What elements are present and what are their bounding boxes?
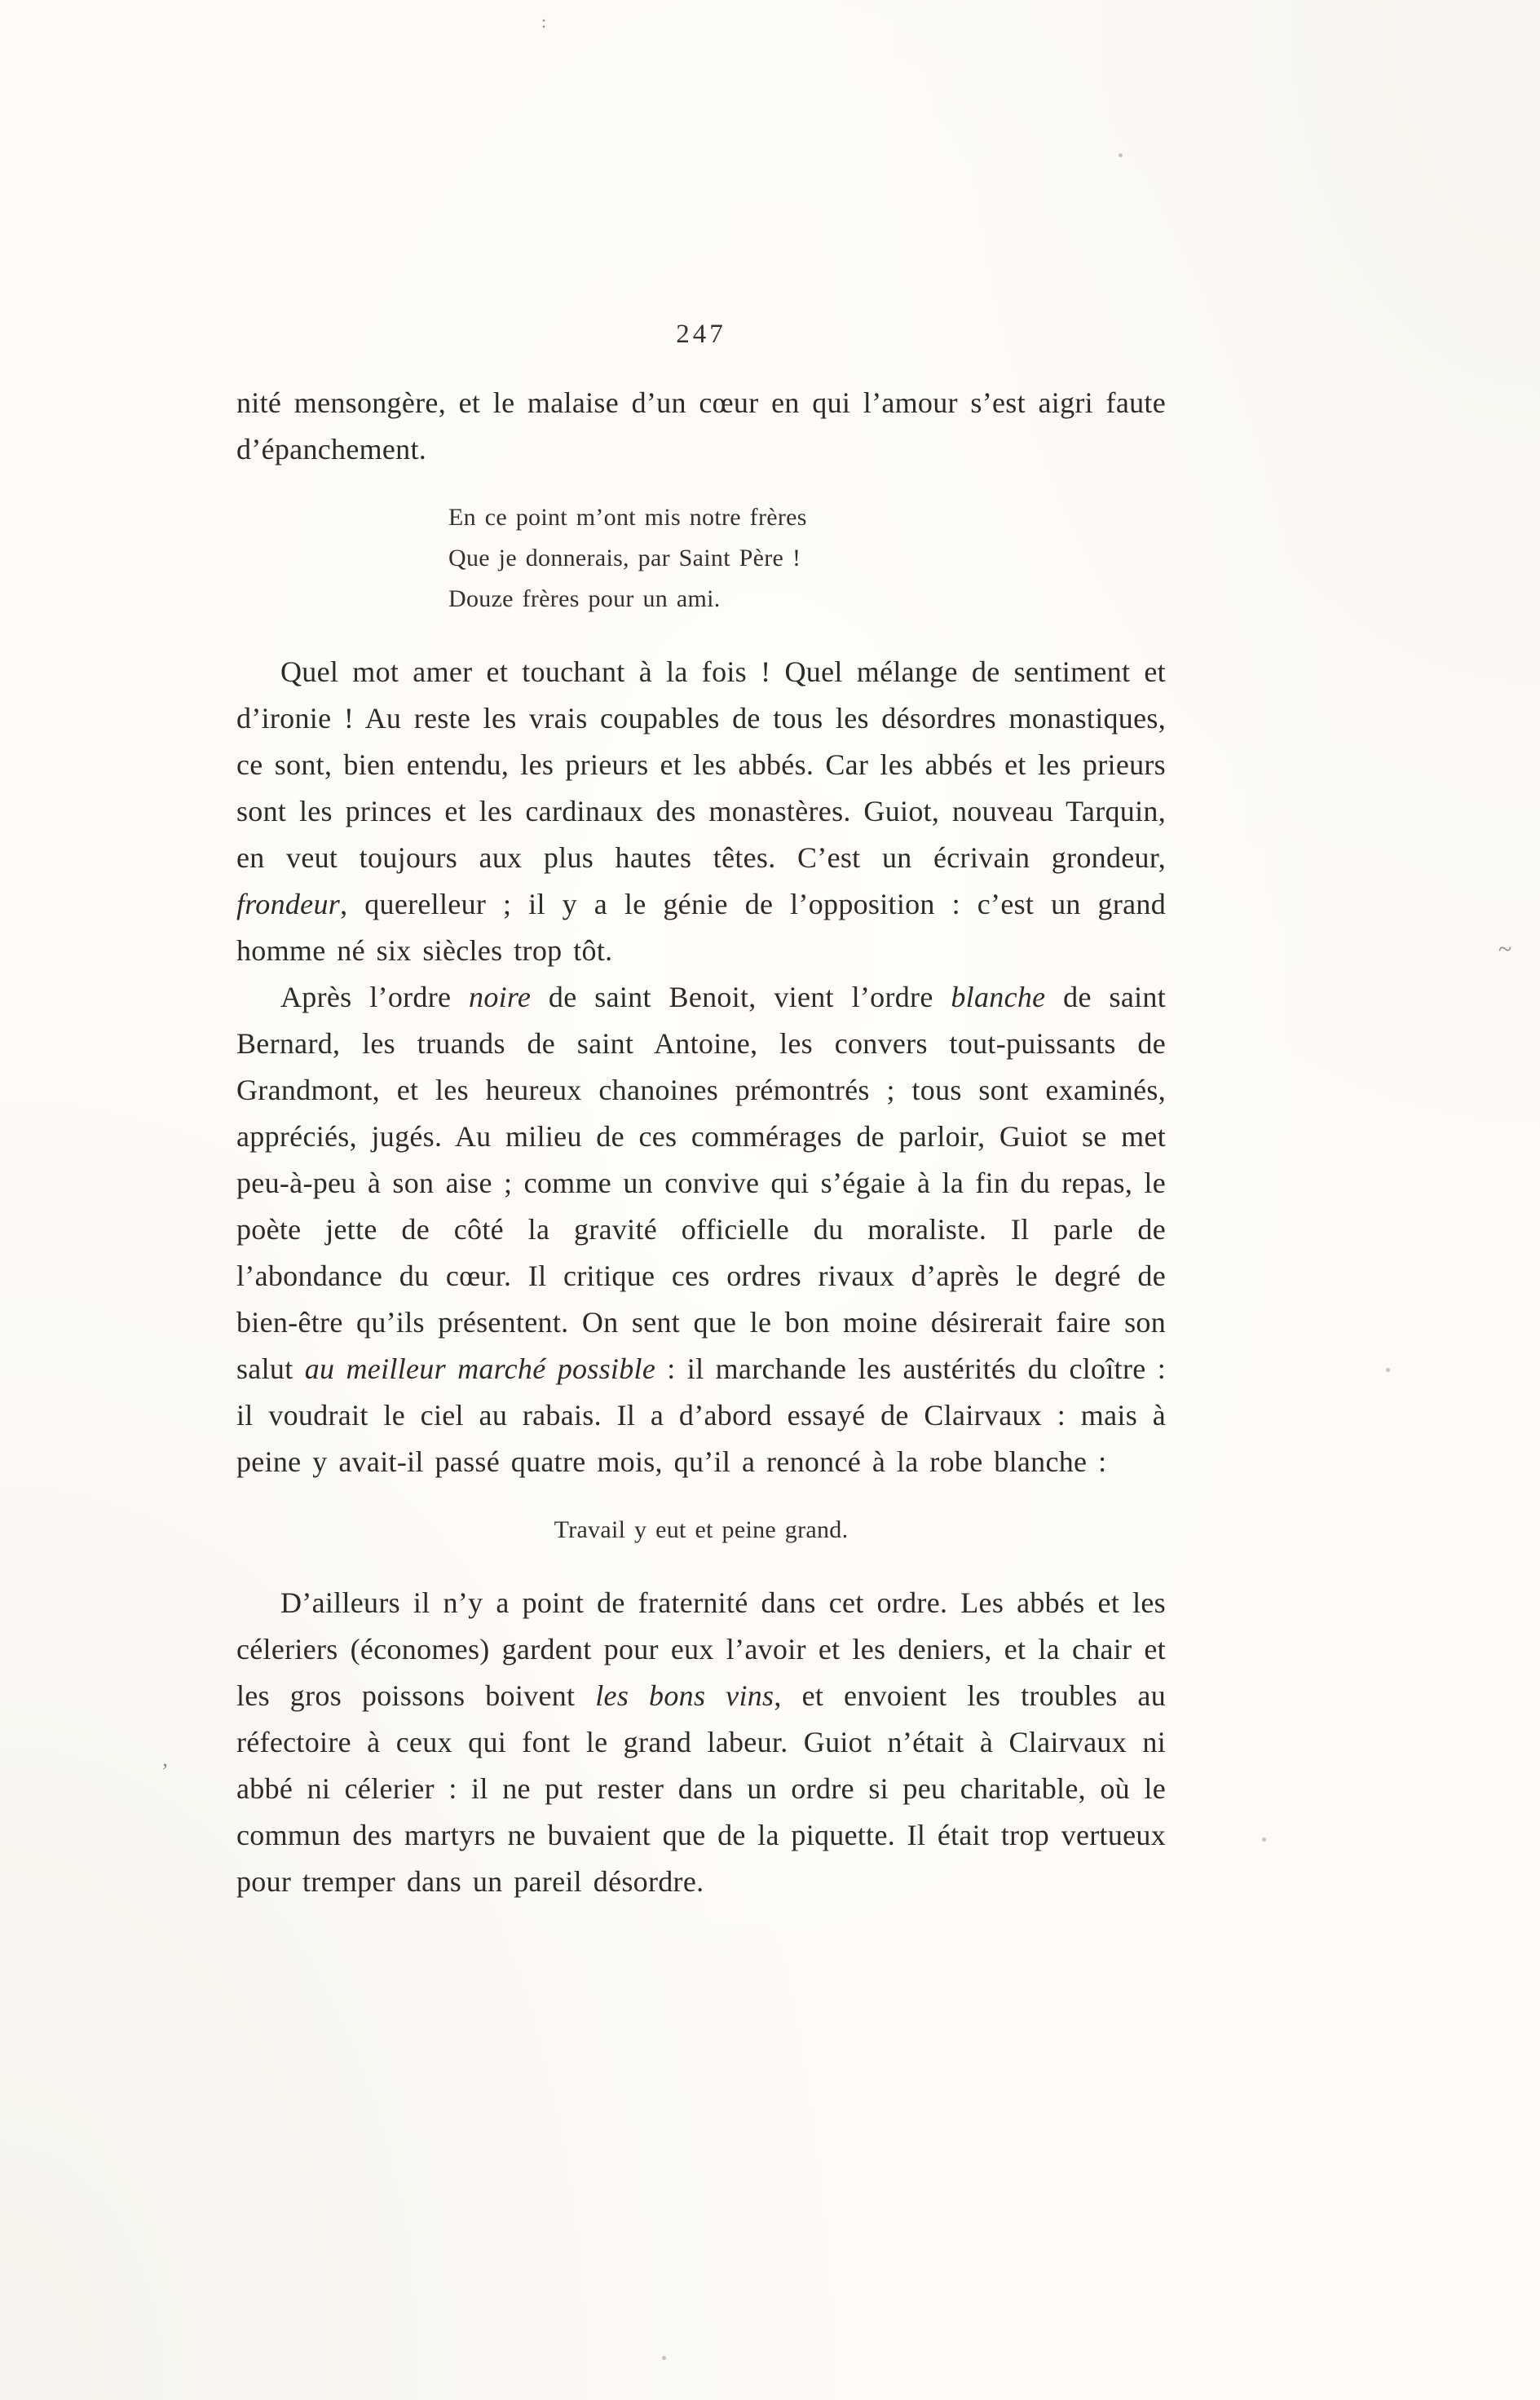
scan-speck [1119,153,1123,157]
italic-text: au meilleur marché possible [304,1352,656,1385]
text-segment: D’ailleurs il n’y a point de fraternité dans cet ordre. Les abbés et les céleriers (économes) gardent pour eux l’avoir et les deniers, et la chair et les gros poissons boivent [236,1586,1166,1712]
verse-line: Douze frères pour un ami. [448,585,721,612]
verse-line: Que je donnerais, par Saint Père ! [448,545,801,571]
italic-text: blanche [951,981,1046,1013]
paragraph-apres-l-ordre [236,974,1166,1485]
paragraph-d-ailleurs [236,1580,1166,1905]
page-number: 247 [676,320,726,349]
verse-quote-1 [448,497,1166,620]
text-block [236,380,1166,1905]
italic-text: noire [469,981,532,1013]
scan-speck [1262,1838,1266,1842]
verse-line: Travail y eut et peine grand. [554,1516,849,1543]
text-segment: Quel mot amer et touchant à la fois ! Quel mélange de sentiment et d’ironie ! Au reste les vrais coupables de tous les désordres monastiques, ce sont, bien entendu, les prieurs et les abbés. Car les abbés et les prieurs sont les princes et les cardinaux des monastères. Guiot, nouveau Tarquin, en veut toujours aux plus hautes têtes. C’est un écrivain grondeur, [236,655,1166,874]
text-segment: de saint Benoit, vient l’ordre [531,981,951,1013]
text-segment: nité mensongère, et le malaise d’un cœur en qui l’amour s’est aigri faute d’épanchement. [236,386,1166,465]
text-segment: , querelleur ; il y a le génie de l’opposition : c’est un grand homme né six siècles trop tôt. [236,888,1166,967]
scan-speck: : [541,11,547,32]
paragraph-quel-mot-amer [236,649,1166,974]
scan-speck: ~ [1498,936,1512,963]
text-segment: Après l’ordre [280,981,470,1013]
scan-speck: ’ [161,1759,169,1783]
italic-text: frondeur [236,888,341,920]
paragraph-continuation [236,380,1166,473]
text-segment: de saint Bernard, les truands de saint Antoine, les convers tout-puissants de Grandmont, et les heureux chanoines prémontrés ; tous sont examinés, appréciés, jugés. Au milieu de ces commérages de parloir, Guiot se met peu-à-peu à son aise ; comme un convive qui s’égaie à la fin du repas, le poète jette de côté la gravité officielle du moraliste. Il parle de l’abondance du cœur. Il critique ces ordres rivaux d’après le degré de bien-être qu’ils présentent. On sent que le bon moine désirerait faire son salut [236,981,1167,1385]
text-segment: , et envoient les troubles au réfectoire à ceux qui font le grand labeur. Guiot n’était à Clairvaux ni abbé ni célerier : il ne put rester dans un ordre si peu charitable, où le commun des martyrs ne buvaient que de la piquette. Il était trop vertueux pour tremper dans un pareil désordre. [236,1679,1166,1898]
verse-line: En ce point m’ont mis notre frères [448,504,807,531]
scan-speck [1386,1368,1390,1372]
text-segment: : il marchande les austérités du cloître : il voudrait le ciel au rabais. Il a d’abord essayé de Clairvaux : mais à peine y avait-il passé quatre mois, qu’il a renoncé à la robe blanche : [236,1352,1167,1478]
verse-quote-2 [236,1510,1166,1551]
scan-speck [662,2356,666,2360]
italic-text: les bons vins [595,1679,774,1712]
